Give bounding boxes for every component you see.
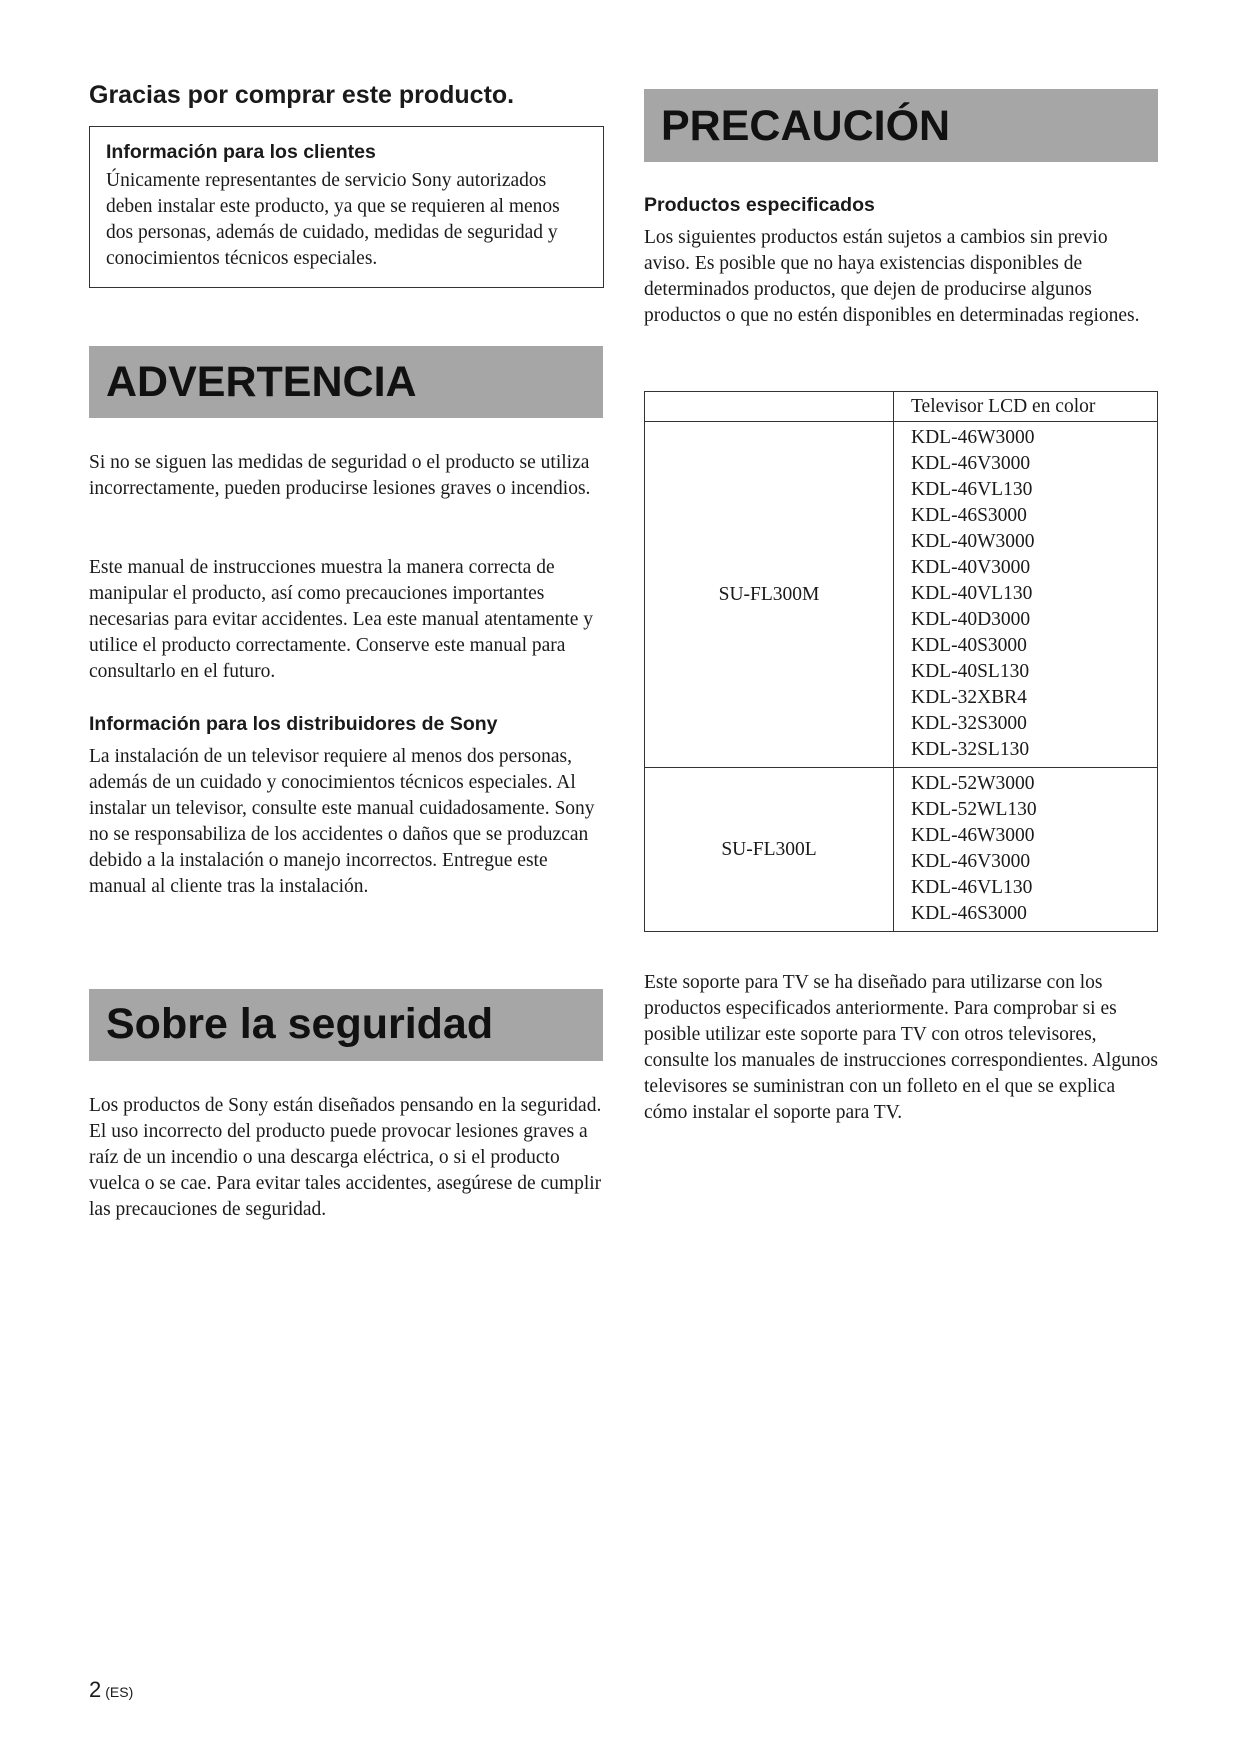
tv-model-item: KDL-46S3000 [911, 903, 1027, 924]
tv-list-cell [894, 422, 1158, 768]
page-footer [89, 1677, 133, 1703]
specified-products-heading: Productos especificados [644, 194, 875, 216]
safety-text: Los productos de Sony están diseñados pensando en la seguridad. El uso incorrecto del producto puede provocar lesiones graves a raíz de un incendio o una descarga eléctrica, o si el producto vuelca o se cae. Para evitar tales accidentes, asegúrese de cumplir las precauciones de seguridad. [89, 1095, 602, 1220]
tv-model-item: KDL-32S3000 [911, 713, 1027, 734]
tv-model-item: KDL-40VL130 [911, 583, 1033, 604]
tv-model-item: KDL-40SL130 [911, 661, 1030, 682]
customer-info-box [89, 126, 604, 288]
page-number: 2 [89, 1677, 102, 1702]
tv-model-item: KDL-40W3000 [911, 531, 1035, 552]
tv-model-item: KDL-46VL130 [911, 877, 1033, 898]
after-table-text: Este soporte para TV se ha diseñado para utilizarse con los productos especificados anteriormente. Para comprobar si es posible utilizar este soporte para TV con otros televisores, consulte los manuales de instrucciones correspondientes. Algunos televisores se suministran con un folleto en el que se explica cómo instalar el soporte para TV. [644, 972, 1158, 1123]
customer-info-text: Únicamente representantes de servicio Sony autorizados deben instalar este producto, ya que se requieren al menos dos personas, además de cuidado, medidas de seguridad y conocimientos técnicos especiales. [106, 170, 560, 269]
table-header-cell: Televisor LCD en color [894, 392, 1158, 422]
safety-title: Sobre la seguridad [106, 1000, 494, 1048]
tv-list-cell [894, 768, 1158, 932]
caution-title: PRECAUCIÓN [661, 102, 951, 150]
dealers-heading: Información para los distribuidores de Sony [89, 713, 498, 735]
tv-model-item: KDL-46VL130 [911, 479, 1033, 500]
specified-products-text: Los siguientes productos están sujetos a cambios sin previo aviso. Es posible que no haya existencias disponibles de determinados productos, que dejen de producirse algunos productos o que no estén disponibles en determinadas regiones. [644, 227, 1140, 326]
tv-model-item: KDL-52W3000 [911, 773, 1035, 794]
table-header-row [645, 392, 1158, 422]
tv-model-item: KDL-40S3000 [911, 635, 1027, 656]
safety-banner [89, 989, 603, 1061]
language-code: (ES) [105, 1684, 134, 1700]
warning-title: ADVERTENCIA [106, 358, 417, 406]
products-table [644, 391, 1158, 932]
tv-model-item: KDL-46V3000 [911, 453, 1031, 474]
caution-banner [644, 89, 1158, 162]
table-row [645, 422, 1158, 768]
table-row [645, 768, 1158, 932]
tv-model-item: KDL-32SL130 [911, 739, 1030, 760]
table-header-empty-cell [645, 392, 894, 422]
tv-model-item: KDL-52WL130 [911, 799, 1037, 820]
customer-info-heading: Información para los clientes [106, 141, 376, 163]
warning-paragraph-2: Este manual de instrucciones muestra la manera correcta de manipular el producto, así como precauciones importantes necesarias para evitar accidentes. Lea este manual atentamente y utilice el producto correctamente. Conserve este manual para consultarlo en el futuro. [89, 557, 594, 682]
tv-model-item: KDL-46W3000 [911, 825, 1035, 846]
tv-model-item: KDL-40D3000 [911, 609, 1031, 630]
tv-model-item: KDL-46S3000 [911, 505, 1027, 526]
thanks-title: Gracias por comprar este producto. [89, 81, 515, 109]
warning-banner [89, 346, 603, 418]
tv-model-item: KDL-32XBR4 [911, 687, 1027, 708]
tv-model-item: KDL-40V3000 [911, 557, 1031, 578]
warning-paragraph-1: Si no se siguen las medidas de seguridad o el producto se utiliza incorrectamente, pueden producirse lesiones graves o incendios. [89, 452, 591, 499]
tv-model-item: KDL-46W3000 [911, 427, 1035, 448]
stand-model-cell: SU-FL300M [645, 422, 894, 768]
tv-model-item: KDL-46V3000 [911, 851, 1031, 872]
stand-model-cell: SU-FL300L [645, 768, 894, 932]
dealers-text: La instalación de un televisor requiere al menos dos personas, además de un cuidado y conocimientos técnicos especiales. Al instalar un televisor, consulte este manual cuidadosamente. Sony no se responsabiliza de los accidentes o daños que se produzcan debido a la instalación o manejo incorrectos. Entregue este manual al cliente tras la instalación. [89, 746, 595, 897]
